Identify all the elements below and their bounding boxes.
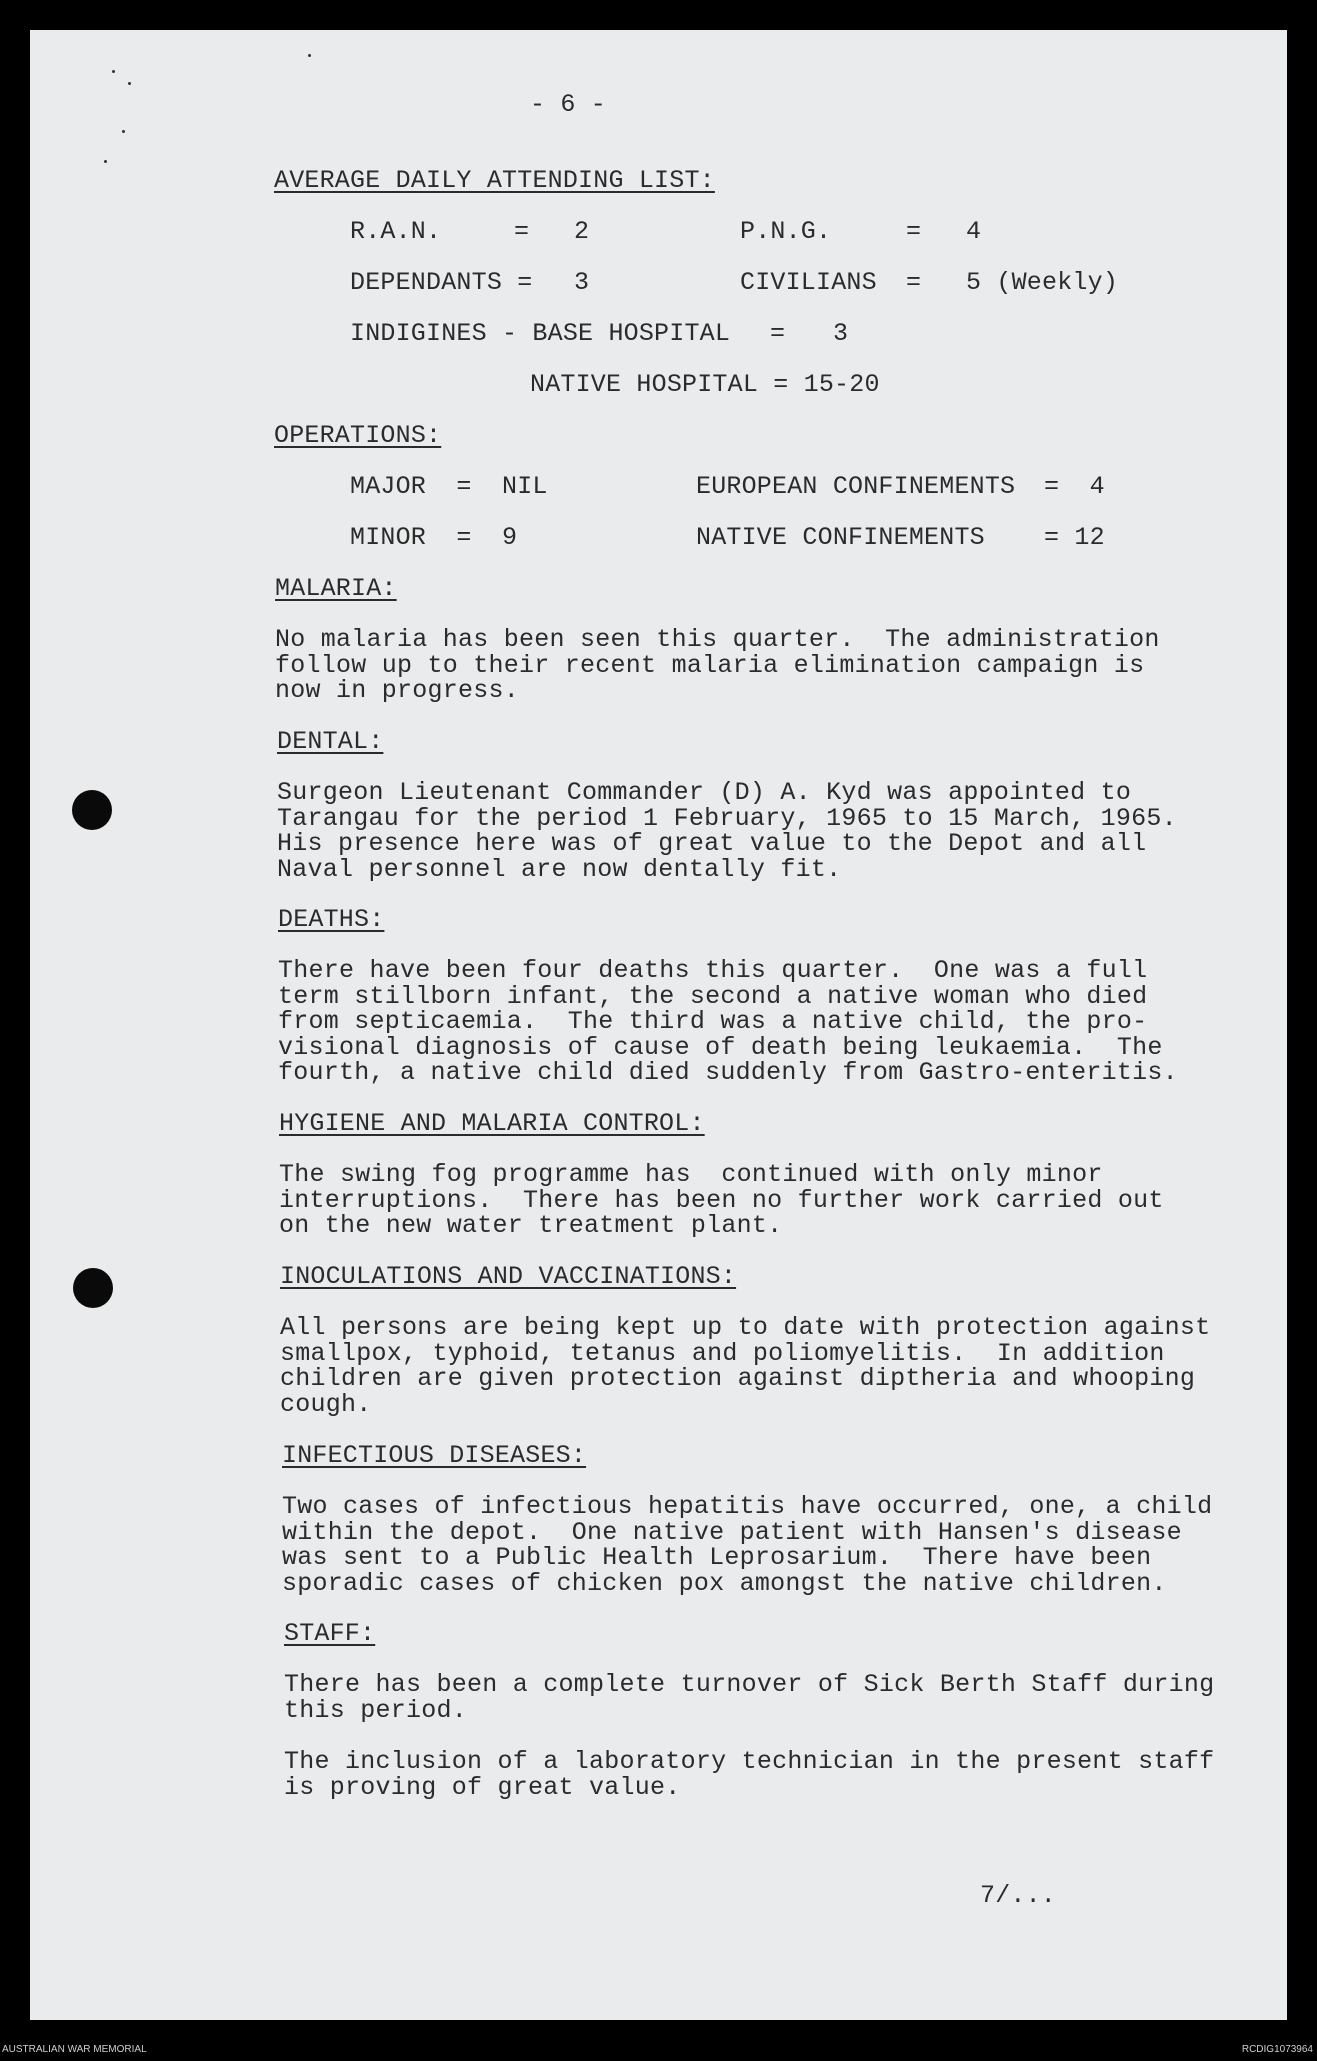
native-hospital: NATIVE HOSPITAL = 15-20 — [530, 370, 880, 399]
punch-hole — [73, 1268, 113, 1308]
paper-speck — [104, 160, 107, 163]
european-confinements-value: = 4 — [1044, 472, 1105, 501]
punch-hole — [72, 790, 112, 830]
section-heading-deaths: DEATHS: — [278, 905, 385, 934]
page-number: - 6 - — [530, 90, 607, 119]
section-heading-staff: STAFF: — [284, 1619, 376, 1648]
malaria-paragraph: No malaria has been seen this quarter. The administration follow up to their recent malaria elimination campaign is now in progress. — [275, 625, 1160, 706]
section-heading-attending: AVERAGE DAILY ATTENDING LIST: — [274, 166, 715, 195]
section-heading-hygiene: HYGIENE AND MALARIA CONTROL: — [279, 1109, 705, 1138]
civilians-value: 5 (Weekly) — [966, 268, 1119, 297]
operations-major: MAJOR = NIL — [350, 472, 548, 501]
section-heading-malaria: MALARIA: — [275, 574, 397, 603]
paper-speck — [122, 130, 125, 133]
hygiene-paragraph: The swing fog programme has continued with only minor interruptions. There has been no further work carried out on the new water treatment plant. — [279, 1160, 1164, 1241]
section-heading-inoculations: INOCULATIONS AND VACCINATIONS: — [280, 1262, 737, 1291]
archive-credit: AUSTRALIAN WAR MEMORIAL — [2, 2044, 147, 2055]
native-confinements-value: = 12 — [1044, 523, 1105, 552]
paper-speck — [308, 54, 311, 57]
section-heading-operations: OPERATIONS: — [274, 421, 442, 450]
ran-equals: = — [514, 217, 530, 246]
inoculations-paragraph: All persons are being kept up to date with protection against smallpox, typhoid, tetanus and poliomyelitis. In addition children are given protection against diptheria and whooping cough. — [280, 1313, 1211, 1419]
dependants-value: 3 — [574, 268, 590, 297]
paper-speck — [128, 82, 131, 85]
operations-minor: MINOR = 9 — [350, 523, 518, 552]
section-heading-dental: DENTAL: — [277, 727, 384, 756]
png-equals: = — [906, 217, 922, 246]
ran-label: R.A.N. — [350, 217, 442, 246]
indigines-label: INDIGINES - BASE HOSPITAL — [350, 319, 731, 348]
ran-value: 2 — [574, 217, 590, 246]
european-confinements-label: EUROPEAN CONFINEMENTS — [696, 472, 1016, 501]
archive-reference: RCDIG1073964 — [1241, 2044, 1313, 2055]
section-heading-infectious: INFECTIOUS DISEASES: — [282, 1441, 587, 1470]
png-label: P.N.G. — [740, 217, 832, 246]
indigines-equals: = — [770, 319, 786, 348]
native-confinements-label: NATIVE CONFINEMENTS — [696, 523, 985, 552]
deaths-paragraph: There have been four deaths this quarter. One was a full term stillborn infant, the second a native woman who died from septicaemia. The third was a native child, the pro- visional diagnosis of cause of death being leukaemia. The fourth, a native child died suddenly from Gastro-enteritis. — [278, 956, 1178, 1088]
indigines-value: 3 — [833, 319, 849, 348]
staff-paragraph-2: The inclusion of a laboratory technician in the present staff is proving of great value. — [284, 1747, 1215, 1802]
paper-speck — [112, 70, 115, 73]
continuation-marker: 7/... — [980, 1881, 1057, 1910]
dental-paragraph: Surgeon Lieutenant Commander (D) A. Kyd was appointed to Tarangau for the period 1 February, 1965 to 15 March, 1965. His presence here was of great value to the Depot and all Naval personnel are now dentally fit. — [277, 778, 1177, 884]
infectious-paragraph: Two cases of infectious hepatitis have occurred, one, a child within the depot. One native patient with Hansen's disease was sent to a Public Health Leprosarium. There have been sporadic cases of chicken pox amongst the native children. — [282, 1492, 1213, 1598]
civilians-label: CIVILIANS — [740, 268, 877, 297]
png-value: 4 — [966, 217, 982, 246]
civilians-equals: = — [906, 268, 922, 297]
dependants-label: DEPENDANTS = — [350, 268, 533, 297]
staff-paragraph-1: There has been a complete turnover of Sick Berth Staff during this period. — [284, 1670, 1215, 1725]
